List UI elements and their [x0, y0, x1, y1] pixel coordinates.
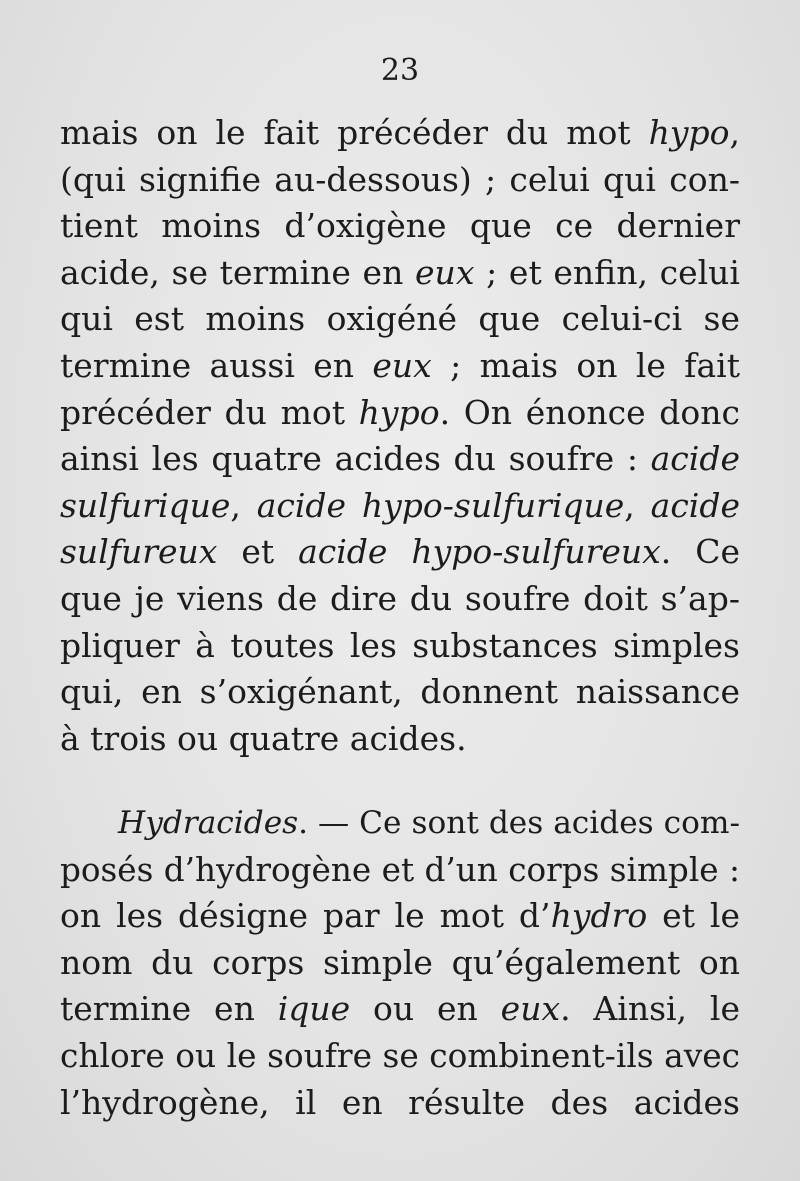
text-line	[60, 940, 740, 987]
italic-text: eux	[500, 989, 561, 1029]
text-run: chlore ou le soufre se combinent-ils avec	[60, 1036, 740, 1075]
text-run: acide, se termine en	[60, 252, 416, 292]
text-line	[60, 250, 740, 297]
text-run: mais on le fait précéder du mot	[60, 113, 649, 152]
text-line	[60, 529, 740, 576]
text-line	[60, 576, 740, 623]
text-line	[60, 483, 740, 530]
text-run: tient moins d’oxigène que ce dernier	[60, 206, 740, 246]
text-run: termine aussi en	[60, 345, 373, 385]
italic-text: hypo	[358, 392, 440, 432]
text-run: et	[217, 532, 299, 572]
italic-text: hydro	[550, 896, 648, 936]
text-line	[60, 669, 740, 716]
text-run: pliquer à toutes les substances simples	[60, 625, 740, 665]
text-line	[60, 296, 740, 343]
italic-text: eux	[415, 252, 475, 292]
italic-text: acide	[650, 485, 740, 525]
italic-text: acide	[650, 439, 740, 479]
text-run: on les désigne par le mot d’	[60, 896, 551, 936]
page-number: 23	[380, 53, 420, 88]
text-line	[60, 716, 740, 763]
text-line	[60, 343, 740, 390]
text-run: et le	[647, 896, 740, 936]
text-run: ; et enfin, celui	[474, 252, 740, 292]
text-run: ,	[729, 113, 740, 152]
text-line	[60, 1033, 740, 1080]
text-run: ou en	[350, 989, 501, 1029]
text-line	[60, 800, 740, 847]
text-run: . — Ce sont des acides com-	[298, 805, 740, 841]
italic-text: hypo	[648, 113, 730, 152]
paragraph-hydracides	[60, 800, 740, 1126]
text-line	[60, 390, 740, 437]
italic-text: sulfurique	[60, 485, 231, 525]
text-line	[60, 623, 740, 670]
text-run: que je viens de dire du soufre doit s’ap-	[60, 578, 740, 618]
text-run: posés d’hydrogène et d’un corps simple :	[60, 850, 740, 889]
text-line	[60, 110, 740, 157]
text-run: . On énonce donc	[439, 392, 740, 432]
italic-text: sulfureux	[60, 532, 218, 572]
text-line	[60, 203, 740, 250]
paragraph-oxacids	[60, 110, 740, 762]
text-run: qui, en s’oxigénant, donnent naissance	[60, 672, 740, 712]
text-run: (qui signifie au-dessous) ; celui qui con-	[60, 159, 740, 199]
text-run: ainsi les quatre acides du soufre :	[60, 439, 651, 479]
text-line	[60, 157, 740, 204]
text-run: ,	[230, 485, 257, 525]
text-run: l’hydrogène, il en résulte des acides	[60, 1082, 740, 1122]
italic-text: ique	[277, 989, 351, 1029]
text-line	[60, 847, 740, 894]
text-run: nom du corps simple qu’également on	[60, 942, 740, 982]
italic-text: acide hypo-sulfurique	[256, 485, 625, 525]
italic-text: Hydracides	[118, 805, 299, 841]
text-run: . Ce	[660, 532, 740, 572]
text-run: . Ainsi, le	[560, 989, 740, 1029]
text-line	[60, 893, 740, 940]
text-run: précéder du mot	[60, 392, 359, 432]
text-run: ,	[624, 485, 651, 525]
text-run: à trois ou quatre acides.	[60, 718, 467, 758]
text-run: qui est moins oxigéné que celui-ci se	[60, 299, 740, 339]
text-run: termine en	[60, 989, 278, 1029]
italic-text: acide hypo-sulfureux	[298, 532, 661, 572]
text-line	[60, 436, 740, 483]
italic-text: eux	[372, 345, 432, 385]
text-line	[60, 1080, 740, 1127]
text-run: ; mais on le fait	[431, 345, 740, 385]
text-line	[60, 986, 740, 1033]
